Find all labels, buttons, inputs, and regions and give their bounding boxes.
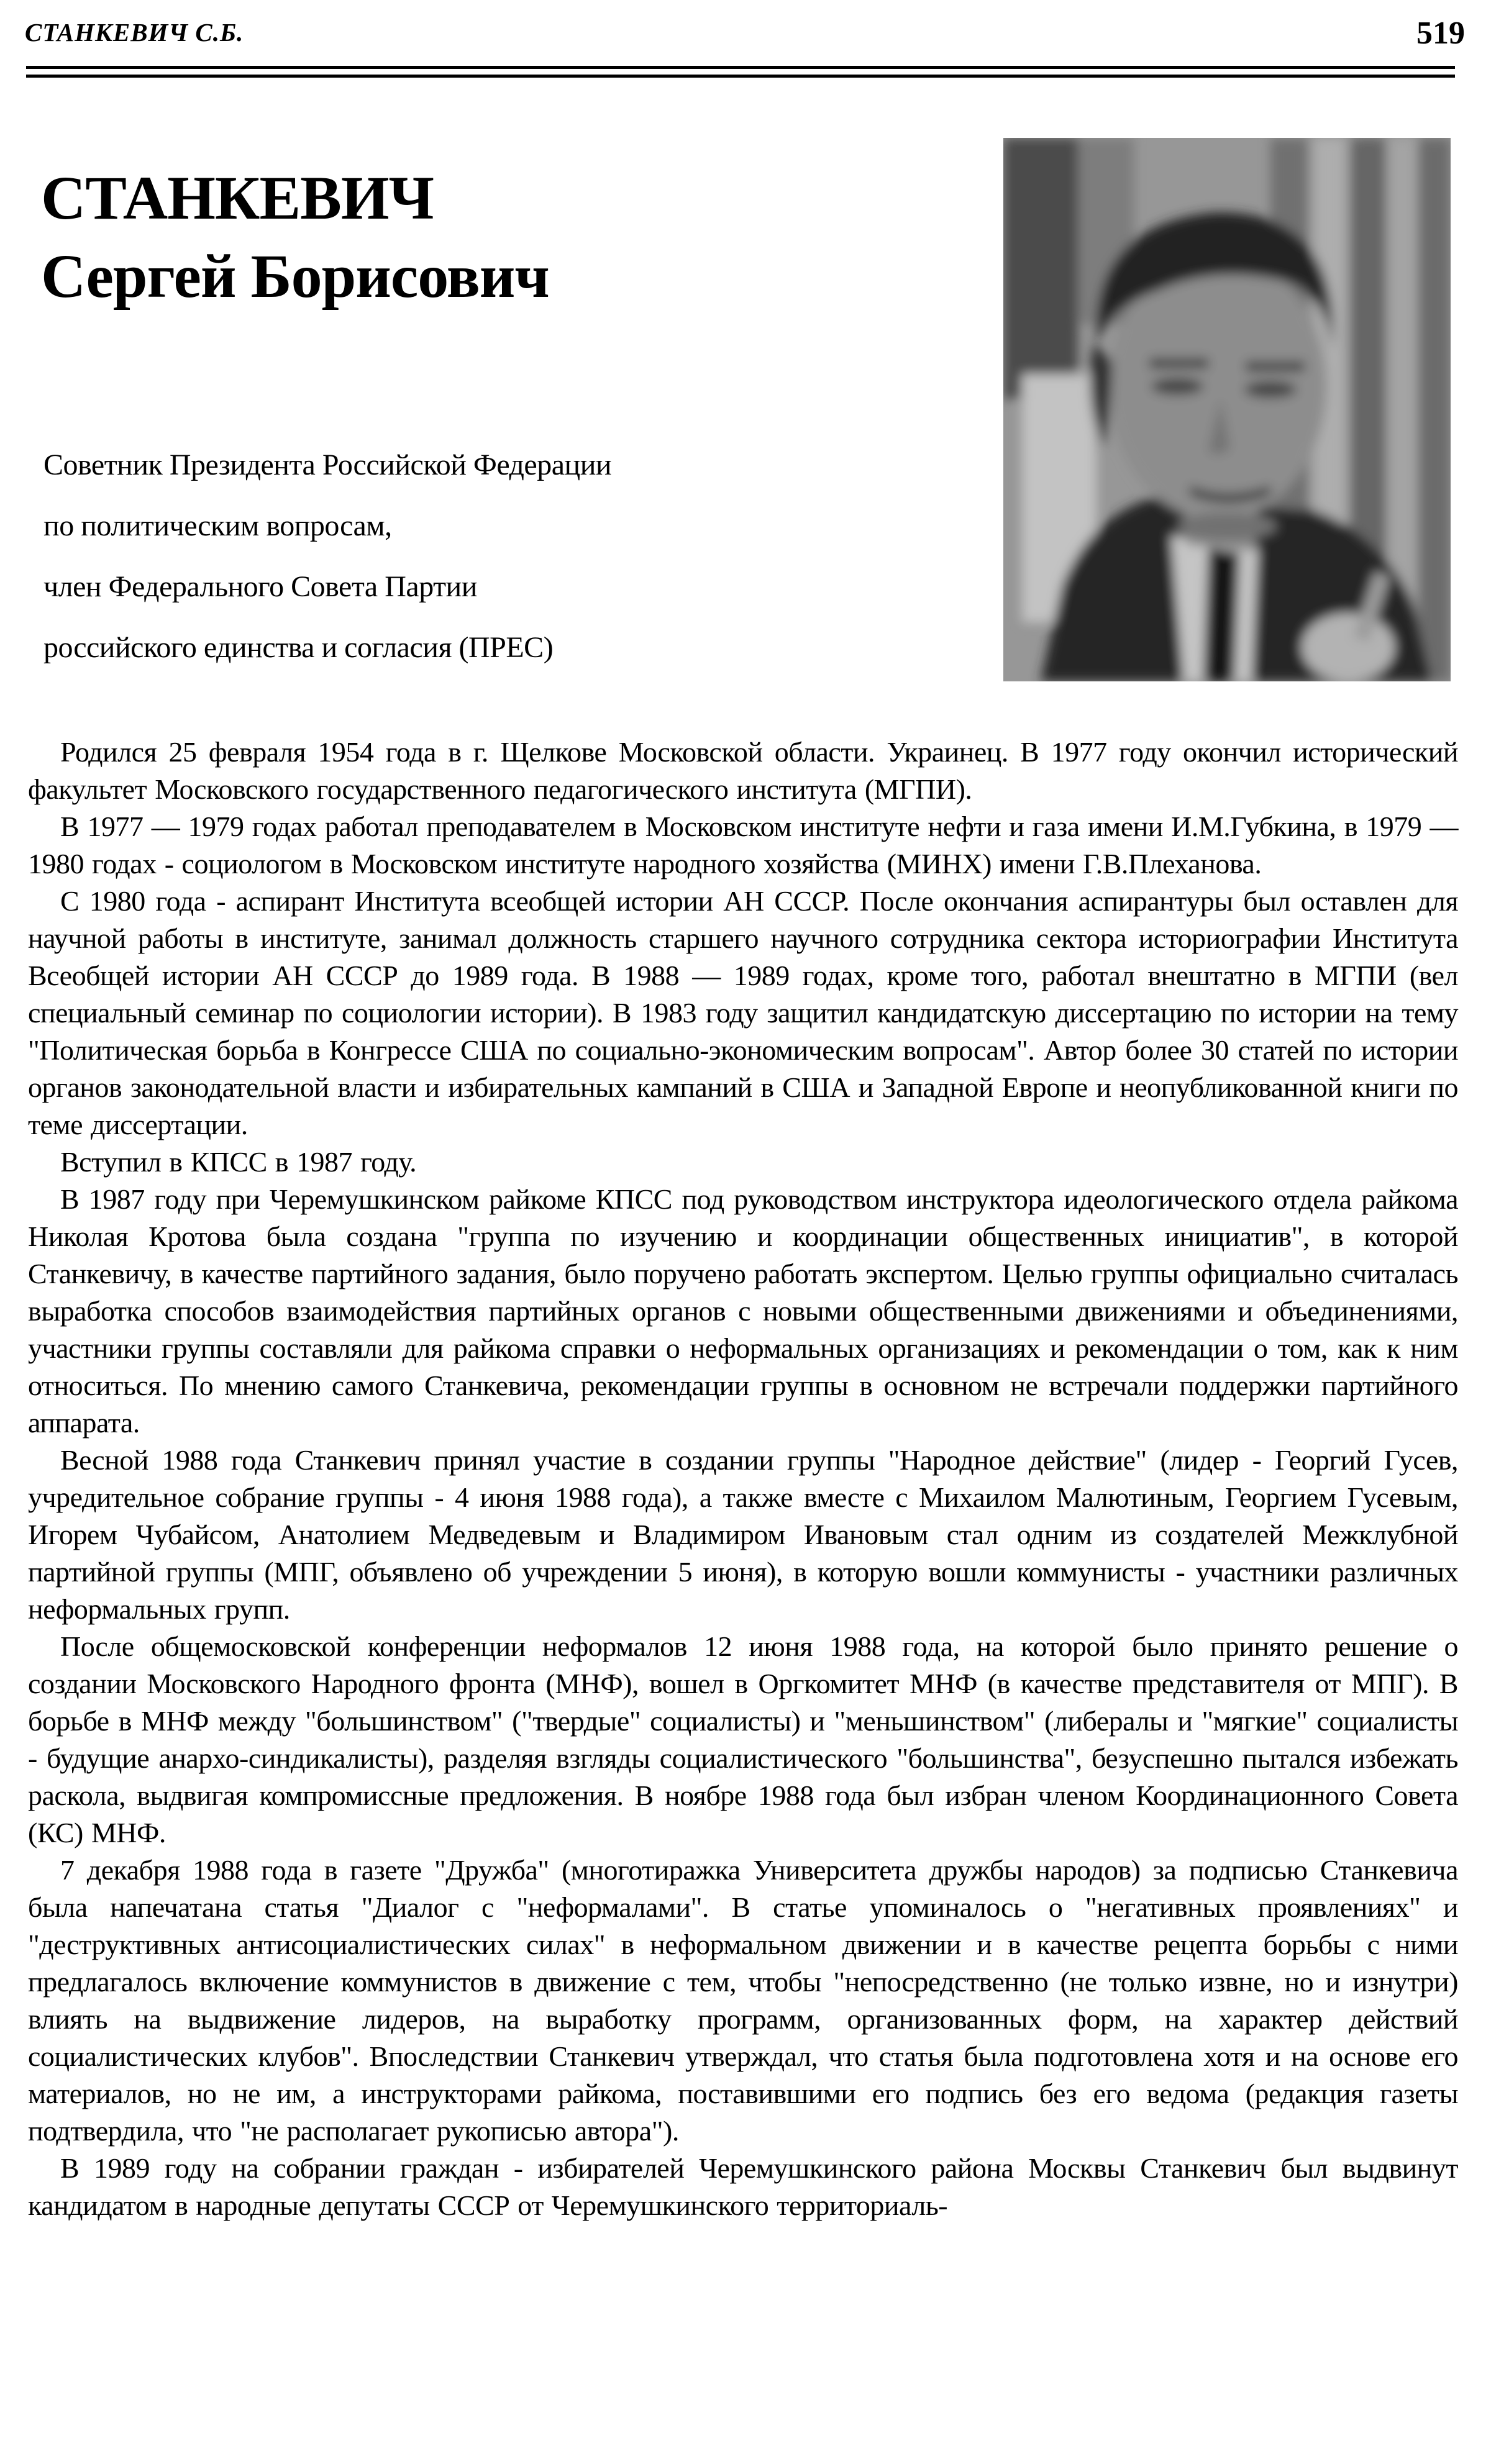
entry-title-surname: СТАНКЕВИЧ [41, 163, 434, 232]
subtitle-line: по политическим вопросам, [43, 509, 392, 542]
running-header [25, 17, 1465, 50]
entry-subtitle [43, 435, 611, 678]
entry-title [41, 159, 549, 316]
running-title: СТАНКЕВИЧ С.Б. [25, 18, 244, 47]
portrait-photo [1003, 138, 1451, 681]
paragraph: Весной 1988 года Станкевич принял участие в создании группы "Народное действие" (лидер - Георгий Гусев, учредительное собрание группы - 4 июня 1988 года), а также вместе с Михаилом Малютиным, Георгием Гусевым, Игорем Чубайсом, Анатолием Медведевым и Владимиром Ивановым стал одним из создателей Межклубной партийной группы (МПГ, объявлено об учреждении 5 июня), в которую вошли коммунисты - участники различных неформальных групп. [28, 1444, 1458, 1625]
paragraph: Вступил в КПСС в 1987 году. [60, 1146, 417, 1178]
paragraph: 7 декабря 1988 года в газете "Дружба" (многотиражка Университета дружбы народов) за подписью Станкевича была напечатана статья "Диалог с "неформалами". В статье упоминалось о "негативных проявлениях" и "деструктивных антисоциалистических силах" в неформальном движении и в качестве рецепта борьбы с ними предлагалось включение коммунистов в движение с тем, чтобы "непосредственно (не только извне, но и изнутри) влиять на выдвижение лидеров, на выработку программ, организованных форм, на характер действий социалистических клубов". Впоследствии Станкевич утверждал, что статья была подготовлена хотя и на основе его материалов, но не им, а инструкторами райкома, поставившими его подпись без его ведома (редакция газеты подтвердила, что "не располагает рукописью автора"). [28, 1854, 1458, 2147]
rule-line-top [26, 66, 1455, 69]
subtitle-line: Советник Президента Российской Федерации [43, 448, 612, 481]
paragraph: После общемосковской конференции неформалов 12 июня 1988 года, на которой было принято решение о создании Московского Народного фронта (МНФ), вошел в Оргкомитет МНФ (в качестве представителя от МПГ). В борьбе в МНФ между "большинством" ("твердые" социалисты) и "меньшинством" (либералы и "мягкие" социалисты - будущие анархо-синдикалисты), разделяя взгляды социалистического "большинства", безуспешно пытался избежать раскола, выдвигая компромиссные предложения. В ноябре 1988 года был избран членом Координационного Совета (КС) МНФ. [28, 1630, 1458, 1848]
article-body [28, 734, 1458, 2224]
paragraph: С 1980 года - аспирант Института всеобщей истории АН СССР. После окончания аспирантуры был оставлен для научной работы в институте, занимал должность старшего научного сотрудника сектора историографии Института Всеобщей истории АН СССР до 1989 года. В 1988 — 1989 годах, кроме того, работал внештатно в МГПИ (вел специальный семинар по социологии истории). В 1983 году защитил кандидатскую диссертацию по истории на тему "Политическая борьба в Конгрессе США по социально-экономическим вопросам". Автор более 30 статей по истории органов законодательной власти и избирательных кампаний в США и Западной Европе и неопубликованной книги по теме диссертации. [28, 885, 1458, 1140]
paragraph: Родился 25 февраля 1954 года в г. Щелкове Московской области. Украинец. В 1977 году окончил исторический факультет Московского государственного педагогического института (МГПИ). [28, 736, 1458, 805]
header-double-rule [26, 66, 1455, 78]
paragraph: В 1989 году на собрании граждан - избирателей Черемушкинского района Москвы Станкевич был выдвинут кандидатом в народные депутаты СССР от Черемушкинского территориаль- [28, 2152, 1458, 2221]
page-number: 519 [1416, 16, 1465, 51]
subtitle-line: член Федерального Совета Партии [43, 570, 477, 603]
portrait-photo-graphic [1003, 138, 1451, 681]
paragraph: В 1977 — 1979 годах работал преподавателем в Московском институте нефти и газа имени И.М.Губкина, в 1979 — 1980 годах - социологом в Московском институте народного хозяйства (МИНХ) имени Г.В.Плеханова. [28, 811, 1458, 880]
entry-title-given-names: Сергей Борисович [41, 242, 549, 311]
paragraph: В 1987 году при Черемушкинском райкоме КПСС под руководством инструктора идеологического отдела райкома Николая Кротова была создана "группа по изучению и координации общественных инициатив", в которой Станкевичу, в качестве партийного задания, было поручено работать экспертом. Целью группы официально считалась выработка способов взаимодействия партийных органов с новыми общественными движениями и объединениями, участники группы составляли для райкома справки о неформальных организациях и рекомендации о том, как к ним относиться. По мнению самого Станкевича, рекомендации группы в основном не встречали поддержки партийного аппарата. [28, 1183, 1458, 1439]
subtitle-line: российского единства и согласия (ПРЕС) [43, 631, 554, 664]
rule-line-bottom [26, 75, 1455, 78]
